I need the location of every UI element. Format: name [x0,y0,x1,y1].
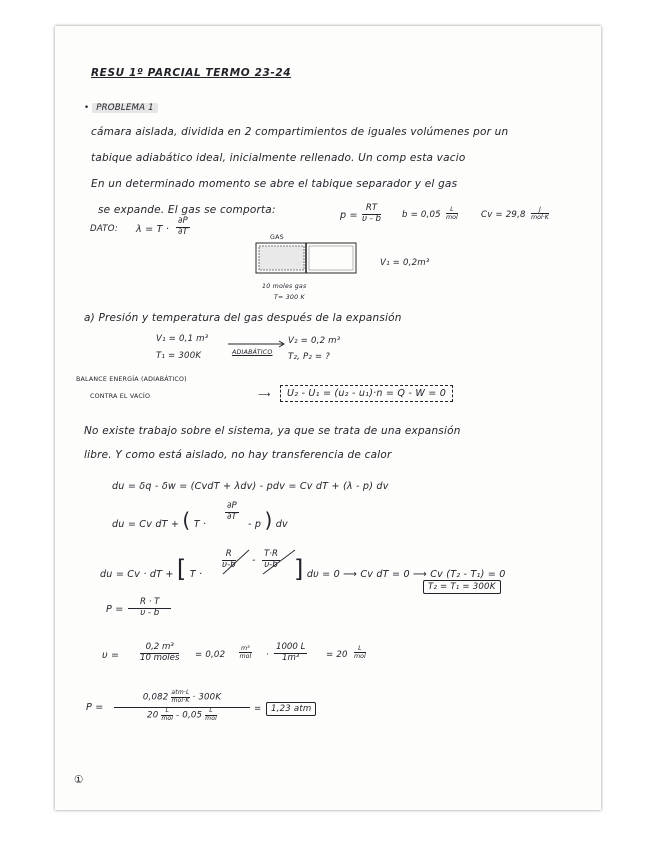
diagram-gas-label: GAS [270,234,284,241]
eq6-den-u1-d: mol [161,714,174,722]
problem-label [84,103,158,113]
eq5-f1-den: 10 moles [140,652,180,663]
eos-lhs: p = [340,210,358,221]
eq5-f4-num: L [354,645,366,653]
state2-volume: V₂ = 0,2 m³ [288,336,341,346]
dato-num: ∂P [178,216,188,226]
eq5-lhs: υ = [102,650,120,661]
eq6-num-unit-n: atm·L [171,689,190,696]
dato-fraction [176,217,190,238]
eq2-paren-open: ( [182,508,191,532]
b-unit-num: L [446,206,458,214]
diagram-moles: 10 moles gas [262,283,307,290]
eq2-tail [248,508,288,532]
problem-label-text: PROBLEMA 1 [92,103,158,113]
eq4-lhs: P = [106,604,124,615]
pressure-result: 1,23 atm [266,702,316,716]
eq3-f2-num: T·R [264,549,278,559]
eq3-f1-num: R [222,550,236,561]
eq3-minus: - [252,555,256,566]
eq6-num-unit-d: mol·K [171,696,190,704]
eq6-den-u2-n: L [205,708,217,716]
eq2-den: ∂T [226,511,237,522]
process-label: ADIABÁTICO [232,349,273,356]
eq3-end-text: dυ = 0 ⟶ Cv dT = 0 ⟶ Cv (T₂ - T₁) = 0 [306,569,506,580]
eq5-f2-num: m³ [241,645,250,652]
dato-lhs: λ = T · [136,224,170,235]
page-number: ① [74,774,84,786]
eq6-denominator [114,708,250,725]
eq5-f2-den: mol [239,653,252,661]
balance-arrow: ⟶ [258,390,271,400]
diagram-temp: T= 300 K [274,294,305,301]
diagram-volume: V₁ = 0,2m³ [380,258,430,268]
eq6-lhs: P = [86,702,104,713]
dato-den: ∂T [177,226,188,237]
eq2-paren-close: ) [264,508,273,532]
eq6-fraction [114,690,250,725]
eos-fraction [362,204,381,225]
eq2-start: du = Cv dT + [112,519,180,530]
cv-value: Cv = 29,8 [481,210,526,220]
intro-line-1: cámara aislada, dividida en 2 compartimientos de iguales volúmenes por un [91,126,509,138]
eq3-start [100,555,202,583]
balance-line-2: CONTRA EL VACÍO [90,393,151,400]
b-value: b = 0,05 [402,210,441,220]
chamber-diagram [255,242,365,276]
eq5-fraction-3 [274,643,307,664]
eq6-den-u1-n: L [161,708,173,716]
eq6-num-tail: · 300K [192,692,222,703]
intro-line-4: se expande. El gas se comporta: [98,204,276,216]
explanation-line-1: No existe trabajo sobre el sistema, ya que se trata de una expansión [84,425,461,437]
eq3-start-text: du = Cv · dT + [100,569,174,580]
eq5-dot: · [266,650,269,660]
state2-unknowns: T₂, P₂ = ? [288,352,331,362]
eq2-inner-pre: T · [193,519,207,530]
eq3-f2-den: υ-b [264,559,278,570]
eq5-fraction-2 [239,645,252,660]
explanation-line-2: libre. Y como está aislado, no hay transferencia de calor [84,449,392,461]
eq5-f4-den: mol [354,653,366,661]
eq5-eq: = 20 [326,650,348,660]
state1-temp: T₁ = 300K [156,351,202,361]
eq4-fraction [128,598,171,619]
page-title: RESU 1º PARCIAL TERMO 23-24 [91,67,292,79]
gas-compartment [259,246,304,270]
dato-label: DATO: [90,224,118,234]
cv-unit-den: mol·K [531,214,549,222]
equation-du-expansion: du = δq - δw = (CvdT + λdv) - pdv = Cv dT + (λ - p) dv [112,481,389,492]
eq4-den: υ - b [140,607,160,618]
eq3-cancel-strokes [215,548,305,578]
eq2-fraction [225,502,239,523]
eq6-den-mid: - 0,05 [176,710,203,721]
equation-du-lambda [112,508,206,532]
eq3-f1-den: υ-b [222,559,236,570]
b-unit-den: mol [446,214,458,222]
eq5-fraction-1 [140,643,179,664]
eq5-fraction-4 [354,645,366,660]
eos-den: υ - b [362,213,381,224]
intro-line-2: tabique adiabático ideal, inicialmente rellenado. Un comp esta vacio [91,152,466,164]
eq5-f3-den: 1m³ [282,652,300,663]
b-unit [446,206,458,221]
eq5-f1-num: 0,2 m³ [140,643,179,654]
eq6-numerator [114,690,250,708]
eq5-f3-num: 1000 L [276,642,306,652]
part-a-heading: a) Presión y temperatura del gas después de la expansión [84,312,402,324]
eq3-end [294,555,506,583]
eq3-bracket-open: [ [176,555,187,583]
eos-num: RT [362,204,381,215]
vacuum-compartment [309,246,353,270]
eq6-den-u2-d: mol [205,714,217,722]
process-arrow [228,340,288,348]
balance-line-1: BALANCE ENERGÍA (ADIABÁTICO) [76,376,187,383]
eq3-t1: T · [189,569,203,580]
cv-unit [531,206,549,221]
eq2-end: dv [275,519,288,530]
temperature-result: T₂ = T₁ = 300K [423,580,501,594]
eq6-den-text: 20 [147,710,159,721]
cv-unit-num: J [531,206,549,214]
balance-equation: U₂ - U₁ = (u₂ - u₁)·n = Q - W = 0 [280,385,453,402]
bullet-dot: • [84,103,90,113]
eq4-num: R · T [128,598,171,609]
eq2-num: ∂P [227,501,237,511]
intro-line-3: En un determinado momento se abre el tabique separador y el gas [91,178,458,190]
state1-volume: V₁ = 0,1 m³ [156,334,209,344]
eq2-inner-post: - p [248,519,262,530]
eq3-bracket-close: ] [294,555,304,583]
eq5-mid: = 0,02 [195,650,226,660]
eq6-equals: = [254,704,262,714]
eq6-num-text: 0,082 [142,692,169,703]
